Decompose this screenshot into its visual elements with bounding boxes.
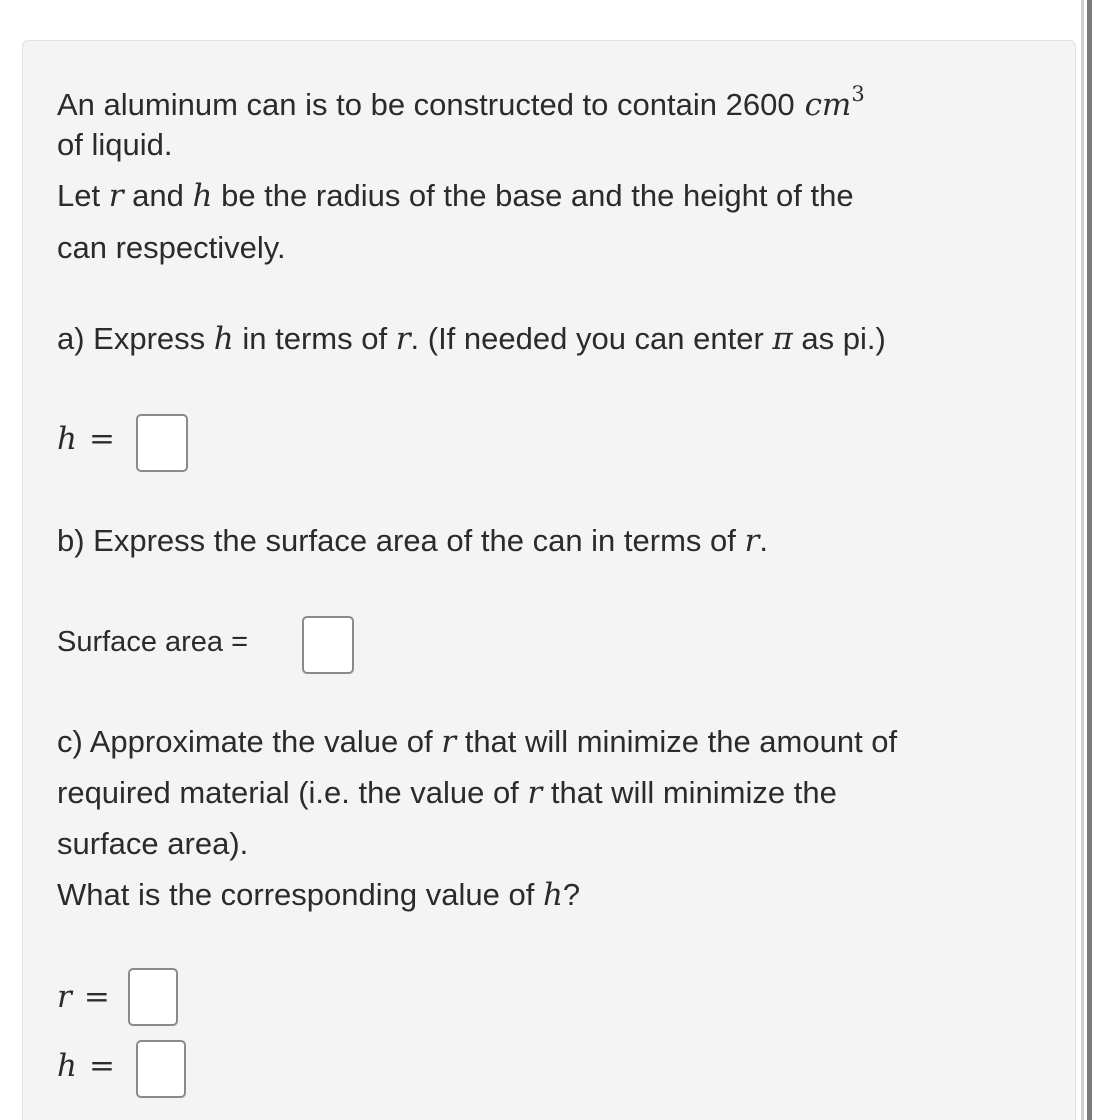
- intro-text-2: of liquid.: [57, 127, 173, 162]
- let-line-2-text: can respectively.: [57, 230, 286, 265]
- volume-value: 2600: [725, 87, 795, 122]
- part-a-answer-label: h: [57, 421, 77, 457]
- part-a-mid: in terms of: [233, 321, 396, 356]
- part-c-answer-r-label: r: [57, 979, 72, 1015]
- part-c-line4-suffix: ?: [562, 877, 581, 912]
- part-c-h-equals: =: [88, 1048, 115, 1084]
- part-c-r-equals: =: [83, 979, 110, 1015]
- part-c-line3-text: surface area).: [57, 826, 249, 861]
- part-b-prefix: b) Express the surface area of the can in terms of: [57, 523, 745, 558]
- volume-exponent: 3: [851, 82, 865, 106]
- part-c-line4-var-h: h: [542, 877, 563, 913]
- let-prefix: Let: [57, 178, 109, 213]
- pi-symbol: π: [772, 321, 793, 357]
- part-c-line1-var-r: r: [441, 724, 457, 760]
- part-c-line-1: [57, 722, 897, 762]
- surface-area-label: Surface area =: [57, 626, 249, 658]
- part-b-var-r: r: [744, 523, 760, 559]
- part-c-answer-h-label: h: [57, 1048, 77, 1084]
- answer-input-surface-area[interactable]: [302, 616, 354, 674]
- part-c-line-4: [57, 875, 580, 915]
- part-c-line4-prefix: What is the corresponding value of: [57, 877, 543, 912]
- part-c-line-3: [57, 824, 248, 864]
- volume-unit: cm: [804, 87, 852, 123]
- part-c-line1-suffix: that will minimize the amount of: [456, 724, 898, 759]
- part-c-line2-suffix: that will minimize the: [542, 775, 837, 810]
- part-a-suffix: . (If needed you can enter: [410, 321, 773, 356]
- intro-line-1: [57, 74, 865, 125]
- var-h: h: [192, 178, 213, 214]
- part-c-line-2: [57, 773, 837, 813]
- part-a-answer-row: [57, 419, 125, 459]
- part-c-answer-h-row: [57, 1046, 125, 1086]
- part-b-end: .: [759, 523, 768, 558]
- part-a-equals: =: [88, 421, 115, 457]
- let-line-2: [57, 228, 286, 268]
- part-c-line1-prefix: c) Approximate the value of: [57, 724, 442, 759]
- intro-line-2: [57, 125, 172, 165]
- part-a-var-r: r: [395, 321, 411, 357]
- edge-bar-light: [1081, 0, 1084, 1120]
- answer-input-h-part-c[interactable]: [136, 1040, 186, 1098]
- part-a-var-h: h: [213, 321, 234, 357]
- let-suffix: be the radius of the base and the height of the: [212, 178, 854, 213]
- part-b-answer-row: [57, 622, 248, 662]
- scrollbar[interactable]: [1087, 0, 1092, 1120]
- answer-input-r[interactable]: [128, 968, 178, 1026]
- let-and: and: [123, 178, 193, 213]
- answer-input-h-part-a[interactable]: [136, 414, 188, 472]
- part-c-line2-prefix: required material (i.e. the value of: [57, 775, 528, 810]
- part-b-prompt: [57, 521, 768, 561]
- part-c-line2-var-r: r: [527, 775, 543, 811]
- part-a-prompt: [57, 319, 886, 359]
- part-a-prefix: a) Express: [57, 321, 214, 356]
- part-a-end: as pi.): [792, 321, 886, 356]
- page-edge: [1078, 0, 1098, 1120]
- var-r: r: [108, 178, 124, 214]
- let-line-1: [57, 176, 854, 216]
- part-c-answer-r-row: [57, 977, 120, 1017]
- intro-text: An aluminum can is to be constructed to contain: [57, 87, 726, 122]
